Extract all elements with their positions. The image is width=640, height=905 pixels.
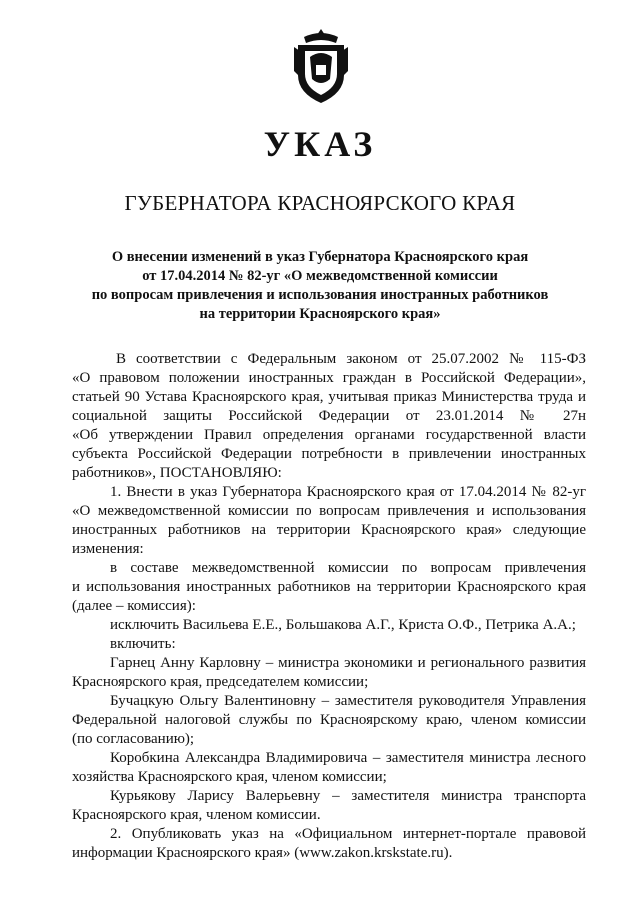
body-line: (далее – комиссия): xyxy=(72,598,196,614)
body-line: изменения: xyxy=(72,541,144,557)
body-line: В соответствии с Федеральным законом от 25.07.2002 № 115-ФЗ xyxy=(116,351,586,367)
body-line: «Об утверждении Правил определения органами государственной власти xyxy=(72,427,586,443)
body-line: «О правовом положении иностранных граждан в Российской Федерации», xyxy=(72,370,586,386)
body-line: иностранных работников на территории Красноярского края» следующие xyxy=(72,522,586,538)
body-line: работников», ПОСТАНОВЛЯЮ: xyxy=(72,465,282,481)
body-line: Федеральной налоговой службы по Красноярскому краю, членом комиссии xyxy=(72,712,586,728)
body-line: 1. Внести в указ Губернатора Красноярского края от 17.04.2014 № 82-уг xyxy=(110,484,586,500)
body-line: и использования иностранных работников на территории Красноярского края xyxy=(72,579,586,595)
body-line: 2. Опубликовать указ на «Официальном интернет-портале правовой xyxy=(110,826,586,842)
heading-line: по вопросам привлечения и использования иностранных работников xyxy=(91,287,549,303)
heading-line: на территории Красноярского края» xyxy=(199,306,441,322)
document-body xyxy=(72,350,586,863)
body-line: включить: xyxy=(110,636,176,652)
document-heading xyxy=(60,248,580,324)
body-line: субъекта Российской Федерации потребности в привлечении иностранных xyxy=(72,446,586,462)
body-line: в составе межведомственной комиссии по вопросам привлечения xyxy=(110,560,586,576)
body-line: социальной защиты Российской Федерации от 23.01.2014 № 27н xyxy=(72,408,586,424)
body-line: Курьякову Ларису Валерьевну – заместителя министра транспорта xyxy=(110,788,586,804)
document-subtitle: ГУБЕРНАТОРА КРАСНОЯРСКОГО КРАЯ xyxy=(124,191,516,215)
heading-line: О внесении изменений в указ Губернатора Красноярского края xyxy=(111,249,529,265)
document-title: УКАЗ xyxy=(263,124,377,164)
body-line: статьей 90 Устава Красноярского края, учитывая приказ Министерства труда и xyxy=(72,389,586,405)
body-line: хозяйства Красноярского края, членом комиссии; xyxy=(72,769,387,785)
body-line: Красноярского края, председателем комиссии; xyxy=(72,674,369,690)
heading-line: от 17.04.2014 № 82-уг «О межведомственной комиссии xyxy=(142,268,498,284)
body-line: Гарнец Анну Карловну – министра экономики и регионального развития xyxy=(110,655,586,671)
body-line: информации Красноярского края» (www.zakon.krskstate.ru). xyxy=(72,845,453,861)
body-line: Бучацкую Ольгу Валентиновну – заместителя руководителя Управления xyxy=(110,693,586,709)
body-line: (по согласованию); xyxy=(72,731,195,747)
body-line: Красноярского края, членом комиссии. xyxy=(72,807,321,823)
body-line: исключить Васильева Е.Е., Большакова А.Г., Криста О.Ф., Петрика А.А.; xyxy=(110,617,576,633)
body-line: Коробкина Александра Владимировича – заместителя министра лесного xyxy=(110,750,586,766)
body-line: «О межведомственной комиссии по вопросам привлечения и использования xyxy=(72,503,586,519)
coat-of-arms-emblem xyxy=(292,27,350,105)
